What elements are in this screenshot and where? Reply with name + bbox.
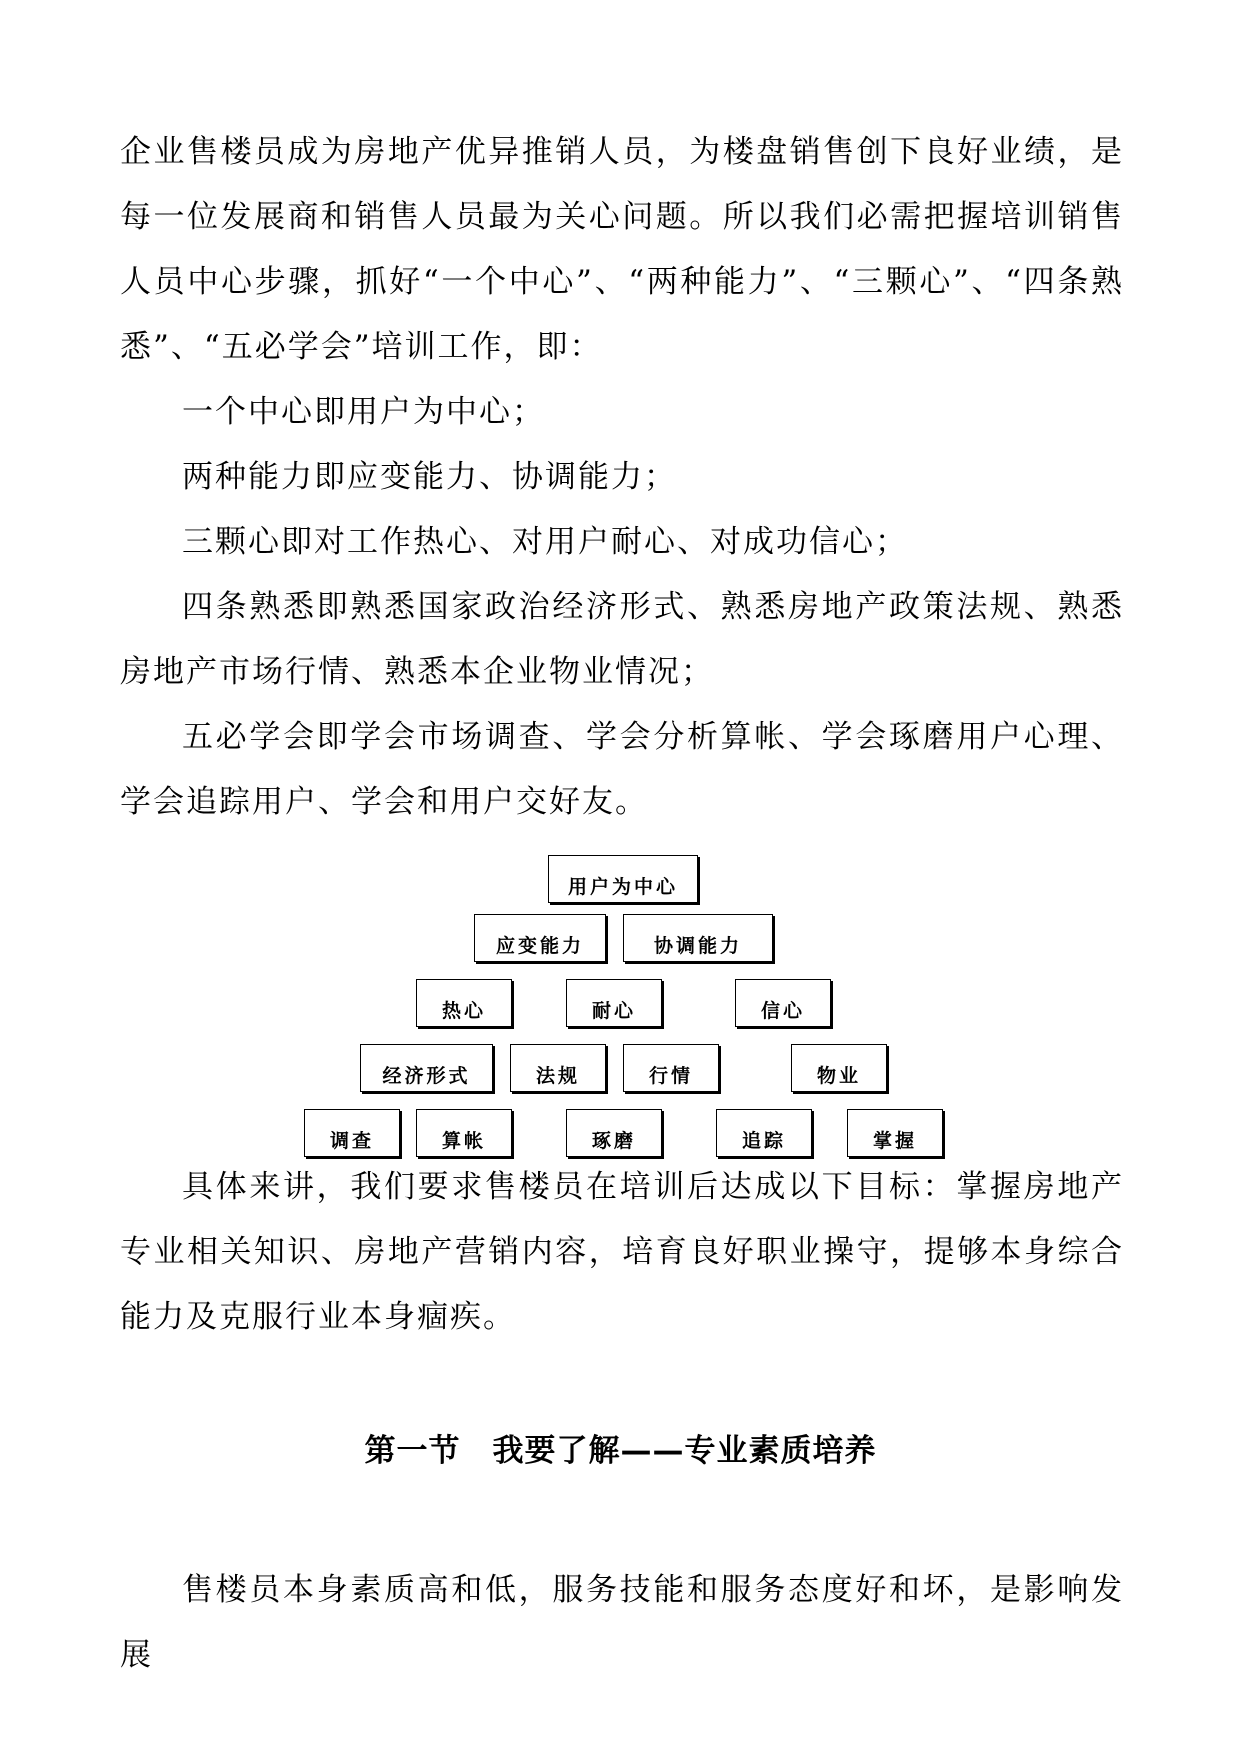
diagram-box-coordination: 协调能力	[623, 914, 773, 962]
diagram-box-patience: 耐心	[566, 979, 662, 1027]
diagram-box-survey: 调查	[304, 1109, 400, 1157]
section-paragraph: 售楼员本身素质高和低，服务技能和服务态度好和坏，是影响发展	[120, 1572, 1124, 1673]
diagram-box-mastery: 掌握	[847, 1109, 943, 1157]
diagram-box-confidence: 信心	[735, 979, 831, 1027]
diagram-box-market: 行情	[623, 1044, 719, 1092]
goals-paragraph: 具体来讲，我们要求售楼员在培训后达成以下目标：掌握房地产专业相关知识、房地产营销内容，培育良好职业操守，提够本身综合能力及克服行业本身痼疾。	[120, 1169, 1124, 1335]
diagram-box-ponder: 琢磨	[566, 1109, 662, 1157]
section-heading: 第一节 我要了解——专业素质培养	[364, 1433, 877, 1469]
diagram-box-follow-up: 追踪	[716, 1109, 812, 1157]
five-musts-paragraph: 五必学会即学会市场调查、学会分析算帐、学会琢磨用户心理、学会追踪用户、学会和用户交好友。	[120, 719, 1124, 820]
diagram-box-regulations: 法规	[510, 1044, 606, 1092]
one-center-line: 一个中心即用户为中心；	[182, 394, 545, 430]
diagram-box-property: 物业	[791, 1044, 887, 1092]
two-abilities-line: 两种能力即应变能力、协调能力；	[182, 459, 677, 495]
four-familiarities-paragraph: 四条熟悉即熟悉国家政治经济形式、熟悉房地产政策法规、熟悉房地产市场行情、熟悉本企业物业情况；	[120, 589, 1124, 690]
diagram-box-economy: 经济形式	[360, 1044, 493, 1092]
diagram-box-enthusiasm: 热心	[416, 979, 512, 1027]
diagram-box-customer-center: 用户为中心	[548, 855, 698, 903]
three-hearts-line: 三颗心即对工作热心、对用户耐心、对成功信心；	[182, 524, 908, 560]
diagram-box-accounting: 算帐	[416, 1109, 512, 1157]
diagram-box-adaptability: 应变能力	[474, 914, 606, 962]
intro-paragraph: 企业售楼员成为房地产优异推销人员，为楼盘销售创下良好业绩，是每一位发展商和销售人员最为关心问题。所以我们必需把握培训销售人员中心步骤，抓好“一个中心”、“两种能力”、“三颗心”、“四条熟悉”、“五必学会”培训工作，即：	[120, 134, 1124, 365]
